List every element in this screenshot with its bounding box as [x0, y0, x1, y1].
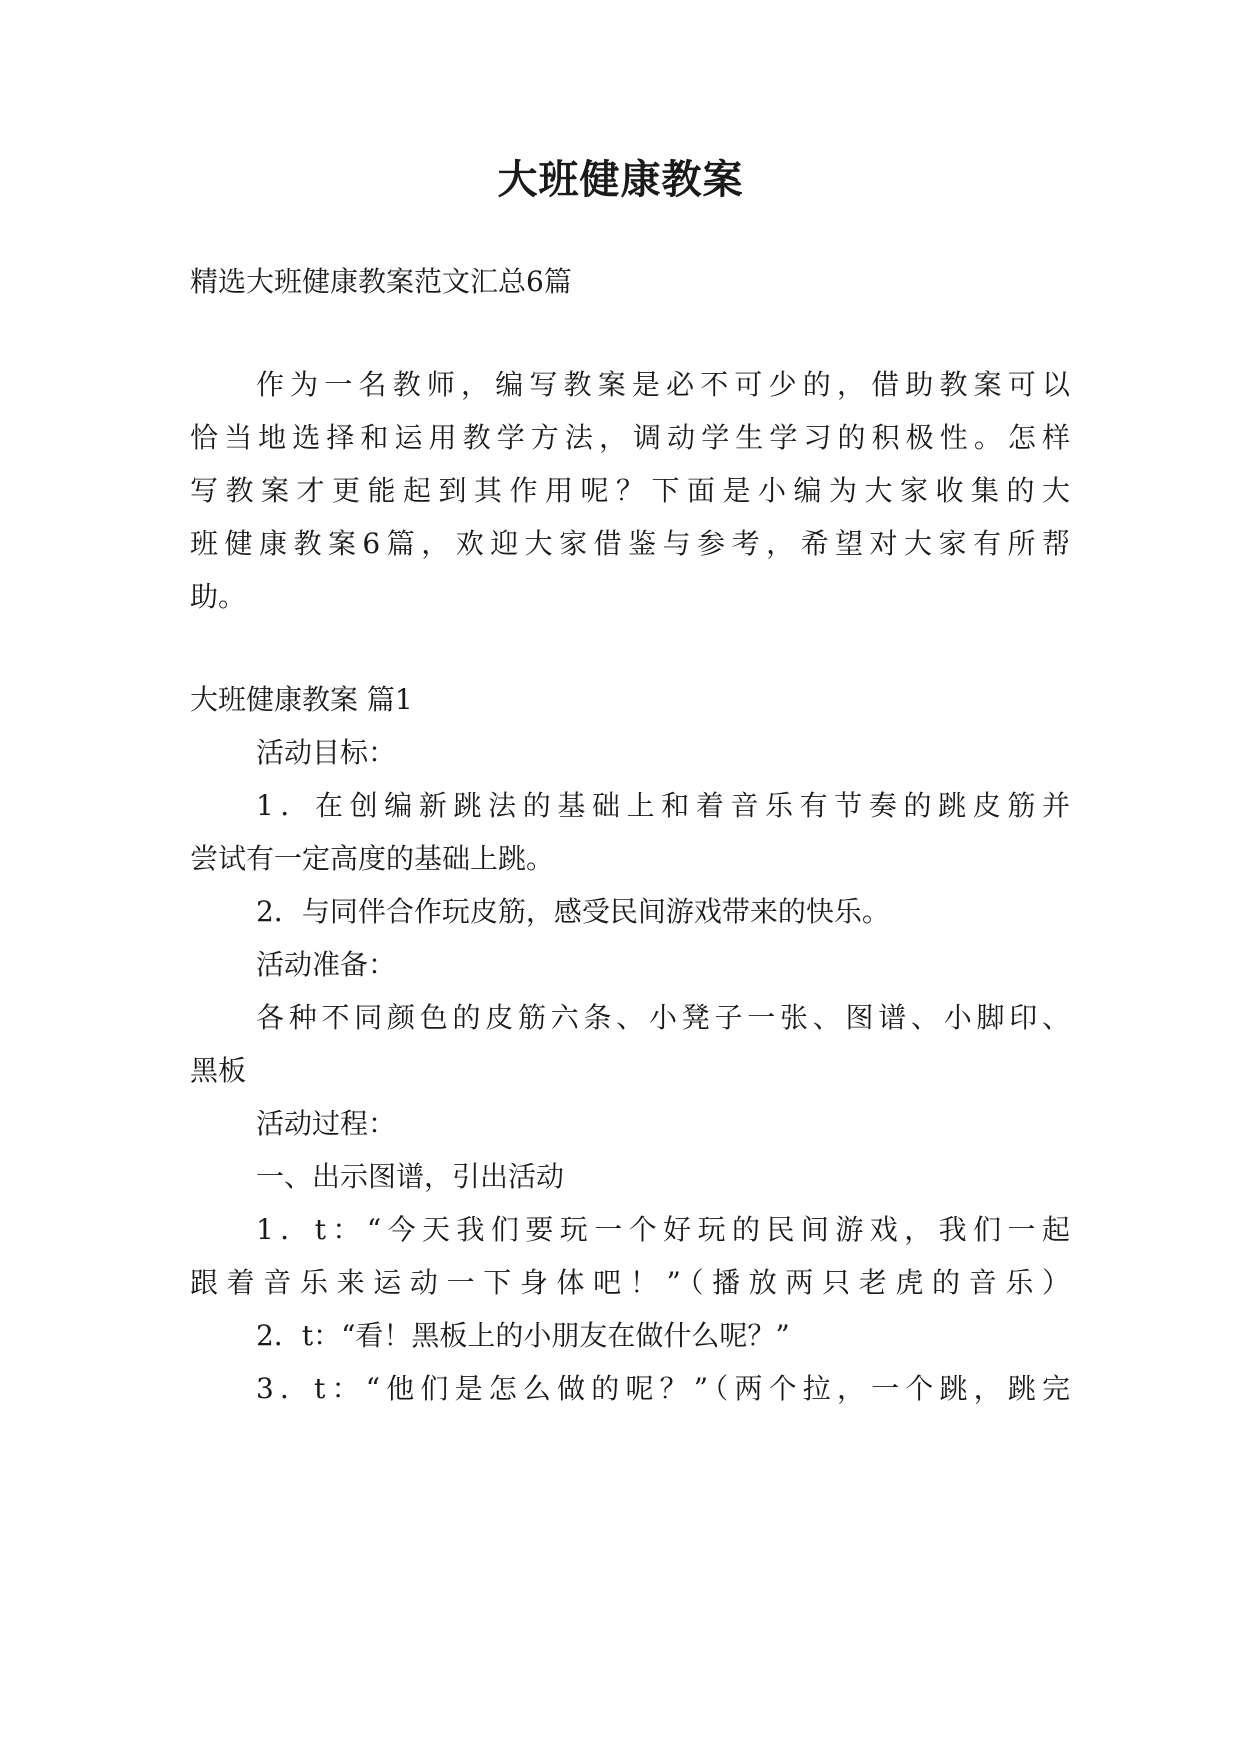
- intro-line: 作为一名教师，编写教案是必不可少的，借助教案可以: [256, 368, 1070, 401]
- document-title: 大班健康教案: [497, 157, 744, 203]
- intro-line: 恰当地选择和运用教学方法，调动学生学习的积极性。怎样: [190, 421, 1070, 454]
- body-line: 2．t：“看！黑板上的小朋友在做什么呢？”: [256, 1319, 790, 1352]
- body-line: 活动目标：: [256, 736, 397, 769]
- body-line: 1．在创编新跳法的基础上和着音乐有节奏的跳皮筋并: [256, 789, 1070, 822]
- section-heading: 大班健康教案 篇1: [190, 683, 413, 716]
- document-subtitle: 精选大班健康教案范文汇总6篇: [190, 265, 572, 298]
- intro-line: 写教案才更能起到其作用呢？下面是小编为大家收集的大: [190, 474, 1070, 507]
- body-line: 活动准备：: [256, 948, 397, 981]
- body-line: 1．t：“今天我们要玩一个好玩的民间游戏，我们一起: [256, 1213, 1070, 1246]
- intro-line: 班健康教案6篇，欢迎大家借鉴与参考，希望对大家有所帮: [190, 527, 1070, 560]
- body-line: 各种不同颜色的皮筋六条、小凳子一张、图谱、小脚印、: [256, 1001, 1070, 1034]
- body-line: 3．t：“他们是怎么做的呢？”（两个拉，一个跳，跳完: [256, 1372, 1070, 1405]
- body-line: 跟着音乐来运动一下身体吧！”（播放两只老虎的音乐）: [190, 1266, 1070, 1299]
- body-line: 2．与同伴合作玩皮筋，感受民间游戏带来的快乐。: [256, 895, 890, 928]
- body-line: 尝试有一定高度的基础上跳。: [190, 842, 555, 875]
- body-line: 黑板: [190, 1054, 247, 1087]
- body-line: 一、出示图谱，引出活动: [256, 1160, 565, 1193]
- body-line: 活动过程：: [256, 1107, 397, 1140]
- intro-line: 助。: [190, 580, 247, 613]
